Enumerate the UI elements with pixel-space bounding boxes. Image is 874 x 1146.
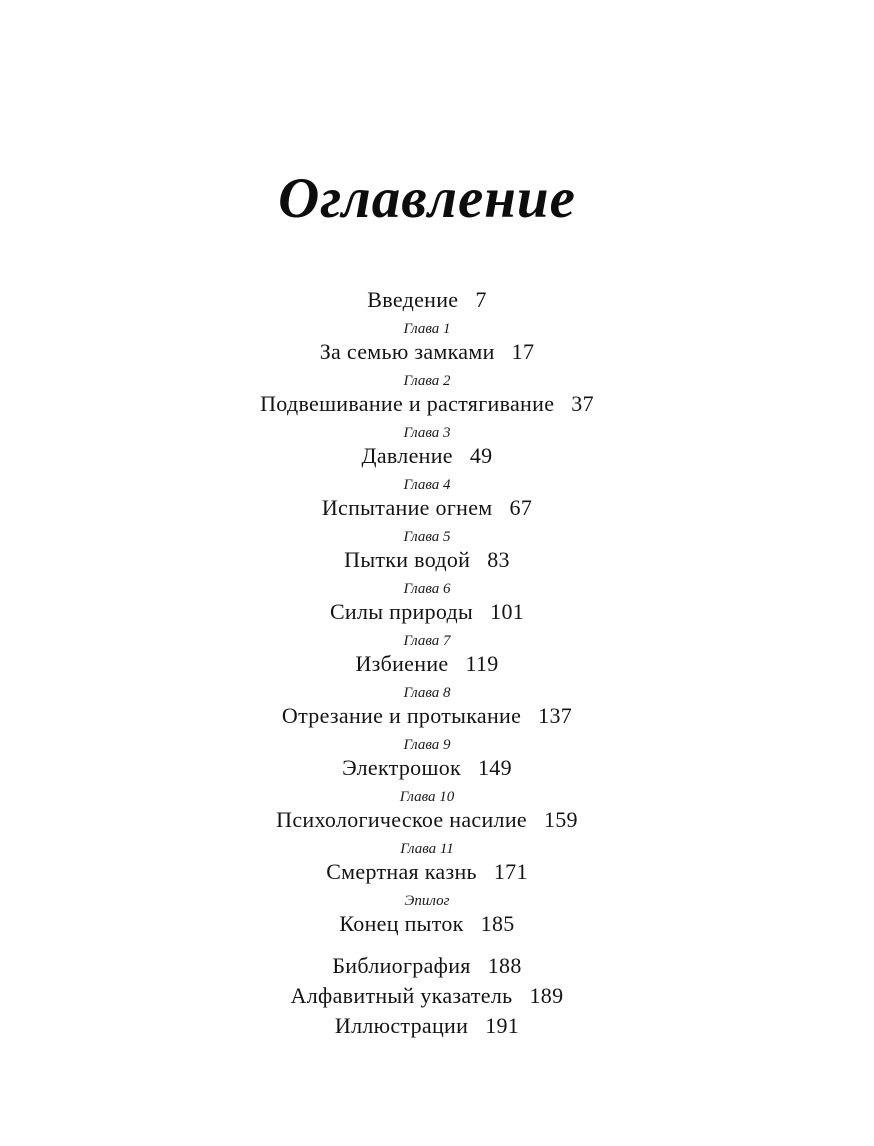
- toc-entry: [0, 685, 854, 730]
- toc-entry: [0, 425, 854, 470]
- chapter-line: [0, 806, 854, 834]
- chapter-line: [0, 1011, 854, 1041]
- toc-backmatter-entry: [0, 951, 854, 981]
- toc-entry: [0, 841, 854, 886]
- page-number: 7: [475, 287, 487, 313]
- chapter-label: Глава 5: [403, 529, 451, 546]
- chapter-line: [0, 338, 854, 366]
- chapter-line: [0, 910, 854, 938]
- page-number: 83: [487, 547, 510, 573]
- page-number: 149: [477, 755, 512, 781]
- chapter-title: Давление: [361, 443, 453, 469]
- toc-entry: [0, 286, 854, 314]
- chapter-label: Глава 2: [403, 373, 451, 390]
- chapter-title: За семью замками: [319, 339, 495, 365]
- chapter-title: Силы природы: [329, 599, 474, 625]
- toc-entry: [0, 789, 854, 834]
- chapter-title: Введение: [367, 287, 459, 313]
- section-title: Алфавитный указатель: [290, 983, 513, 1009]
- page-number: 188: [487, 953, 522, 979]
- chapter-line: [0, 286, 854, 314]
- chapter-line: [0, 951, 854, 981]
- page-number: 49: [469, 443, 493, 469]
- toc-entry: [0, 477, 854, 522]
- chapter-label: Эпилог: [404, 893, 450, 910]
- chapter-line: [0, 981, 854, 1011]
- page-number: 171: [493, 859, 528, 885]
- chapter-line: [0, 442, 854, 470]
- chapter-title: Избиение: [355, 651, 449, 677]
- chapter-title: Пытки водой: [344, 547, 471, 573]
- chapter-line: [0, 754, 854, 782]
- toc-entry: [0, 321, 854, 366]
- toc-list: [0, 286, 854, 938]
- chapter-label: Глава 1: [403, 321, 451, 338]
- page-number: 101: [490, 599, 525, 625]
- chapter-title: Отрезание и протыкание: [281, 703, 522, 729]
- toc-backmatter-list: [0, 951, 854, 1041]
- chapter-line: [0, 546, 854, 574]
- toc-entry: [0, 737, 854, 782]
- chapter-line: [0, 390, 854, 418]
- chapter-title: Подвешивание и растягивание: [260, 391, 555, 417]
- section-title: Библиография: [332, 953, 471, 979]
- page-number: 37: [571, 391, 594, 417]
- chapter-title: Испытание огнем: [321, 495, 493, 521]
- chapter-line: [0, 598, 854, 626]
- page-number: 17: [511, 339, 535, 365]
- chapter-line: [0, 858, 854, 886]
- chapter-label: Глава 7: [403, 633, 451, 650]
- chapter-label: Глава 3: [403, 425, 451, 442]
- toc-backmatter-entry: [0, 981, 854, 1011]
- toc-backmatter-entry: [0, 1011, 854, 1041]
- section-title: Иллюстрации: [334, 1013, 469, 1039]
- toc-entry: [0, 581, 854, 626]
- toc-entry: [0, 633, 854, 678]
- page-number: 67: [509, 495, 533, 521]
- page-number: 185: [480, 911, 515, 937]
- chapter-title: Электрошок: [342, 755, 461, 781]
- chapter-label: Глава 4: [403, 477, 451, 494]
- toc-title: Оглавление: [278, 167, 576, 231]
- page-number: 119: [465, 651, 499, 677]
- chapter-title: Психологическое насилие: [276, 807, 527, 833]
- chapter-label: Глава 11: [400, 841, 454, 858]
- chapter-line: [0, 494, 854, 522]
- chapter-label: Глава 10: [399, 789, 455, 806]
- page-number: 137: [538, 703, 573, 729]
- toc-entry: [0, 529, 854, 574]
- chapter-label: Глава 6: [403, 581, 451, 598]
- chapter-line: [0, 702, 854, 730]
- page-number: 189: [529, 983, 564, 1009]
- page-number: 191: [485, 1013, 520, 1039]
- chapter-label: Глава 9: [403, 737, 451, 754]
- toc-entry: [0, 373, 854, 418]
- chapter-title: Конец пыток: [339, 911, 464, 937]
- chapter-line: [0, 650, 854, 678]
- chapter-title: Смертная казнь: [326, 859, 477, 885]
- toc-entry: [0, 893, 854, 938]
- page-number: 159: [543, 807, 578, 833]
- chapter-label: Глава 8: [403, 685, 451, 702]
